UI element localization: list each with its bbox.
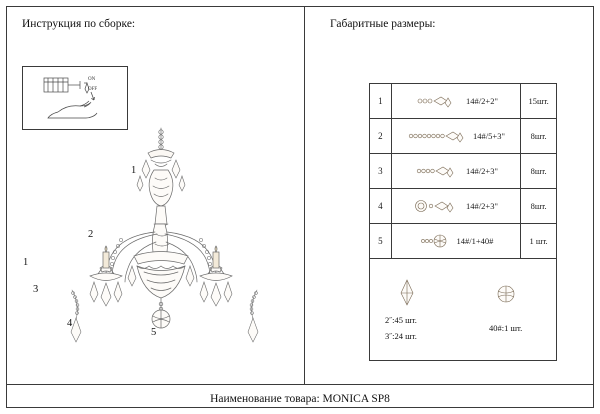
table-row [370,119,557,154]
table-row [370,189,557,224]
dimensions-heading: Габаритные размеры: [330,18,436,30]
row-index: 1 [370,84,392,119]
row-article [391,84,521,119]
row-qty: 8шт. [521,119,557,154]
article-code: 14#/2+2" [466,96,498,106]
callout-1-top: 1 [131,165,137,176]
article-code: 14#/5+3" [473,131,505,141]
article-code: 14#/1+40# [456,236,494,246]
instruction-small-label-2: OFF [88,87,98,92]
row-qty: 15шт. [521,84,557,119]
article-code: 14#/2+3" [466,201,498,211]
bead-strand-long-with-drop-icon [407,129,469,143]
summary-ball-label: 40#:1 шт. [489,323,523,333]
row-article [391,189,521,224]
chandelier-illustration [14,120,304,370]
crystal-drop-icon [395,278,419,308]
callout-5: 5 [151,327,157,338]
callout-2: 2 [88,229,94,240]
instruction-small-label: ON [88,77,96,82]
summary-line-2: 3˝:24 шт. [385,331,417,341]
crystal-ball-icon [495,283,517,305]
table-row [370,224,557,259]
row-article [391,119,521,154]
bead-strand-medium-with-drop-icon [414,164,462,178]
row-index: 4 [370,189,392,224]
row-qty: 8шт. [521,154,557,189]
ring-bead-with-drop-icon [414,198,462,214]
callout-4: 4 [67,318,73,329]
row-article [391,224,521,259]
horizontal-divider [7,384,593,385]
row-qty: 1 шт. [521,224,557,259]
summary-box [369,258,557,361]
vertical-divider [304,7,305,384]
summary-line-1: 2˝:45 шт. [385,315,417,325]
table-row [370,84,557,119]
bead-strand-short-with-drop-icon [414,94,462,108]
bead-strand-with-ball-icon [419,233,453,249]
callout-1: 1 [23,257,29,268]
row-article [391,154,521,189]
row-index: 3 [370,154,392,189]
callout-3: 3 [33,284,39,295]
row-index: 5 [370,224,392,259]
table-row [370,154,557,189]
product-name-footer: Наименование товара: MONICA SP8 [210,393,390,405]
row-qty: 8шт. [521,189,557,224]
article-code: 14#/2+3" [466,166,498,176]
parts-table [369,83,557,259]
row-index: 2 [370,119,392,154]
assembly-instruction-heading: Инструкция по сборке: [22,18,136,30]
